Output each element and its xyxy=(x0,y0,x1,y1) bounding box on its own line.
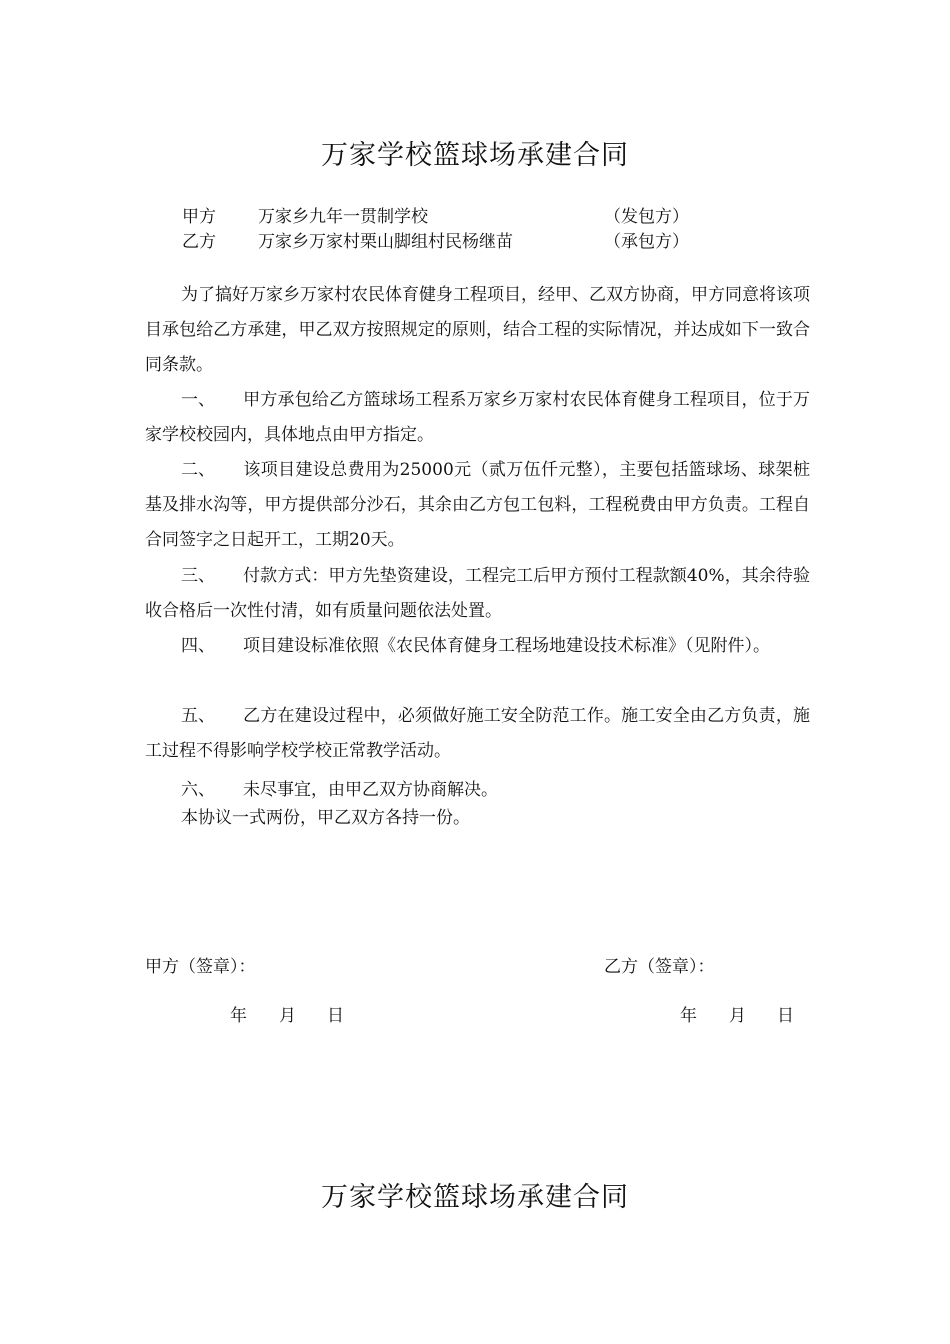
party-a-role: （发包方） xyxy=(604,207,689,227)
document-title: 万家学校篮球场承建合同 xyxy=(321,140,629,171)
party-b-name: 万家乡万家村栗山脚组村民杨继苗 xyxy=(258,232,513,252)
party-a-date xyxy=(230,1001,344,1026)
clause-1-number: 一、 xyxy=(181,390,215,410)
party-b-date-day: 日 xyxy=(777,1006,794,1026)
party-b-label: 乙方 xyxy=(182,232,216,252)
party-a-name: 万家乡九年一贯制学校 xyxy=(258,207,428,227)
document-title-page-2: 万家学校篮球场承建合同 xyxy=(321,1182,629,1213)
party-b-date xyxy=(680,1001,794,1026)
copies-statement: 本协议一式两份，甲乙双方各持一份。 xyxy=(181,808,470,828)
party-b-date-year: 年 xyxy=(680,1006,697,1026)
clause-4-text: 项目建设标准依照《农民体育健身工程场地建设技术标准》（见附件）。 xyxy=(243,636,770,656)
clause-3 xyxy=(145,559,810,629)
party-a-date-year: 年 xyxy=(230,1006,247,1026)
clause-2-number: 二、 xyxy=(181,460,215,480)
clause-6 xyxy=(181,775,498,800)
party-b-role: （承包方） xyxy=(604,232,689,252)
clause-1 xyxy=(145,383,810,453)
party-a-date-month: 月 xyxy=(279,1006,296,1026)
clause-6-text: 未尽事宜，由甲乙双方协商解决。 xyxy=(243,780,498,800)
clause-3-text: 付款方式：甲方先垫资建设，工程完工后甲方预付工程款额40%，其余待验收合格后一次性付清，如有质量问题依法处置。 xyxy=(145,566,810,621)
clause-3-number: 三、 xyxy=(181,566,215,586)
party-a-signature-label: 甲方（签章）： xyxy=(145,957,256,977)
party-a-date-day: 日 xyxy=(327,1006,344,1026)
clause-1-text: 甲方承包给乙方篮球场工程系万家乡万家村农民体育健身工程项目，位于万家学校校园内，具体地点由甲方指定。 xyxy=(145,390,810,445)
clause-4-number: 四、 xyxy=(181,636,215,656)
party-a-label: 甲方 xyxy=(182,207,216,227)
clause-5-number: 五、 xyxy=(181,706,215,726)
clause-5-text: 乙方在建设过程中，必须做好施工安全防范工作。施工安全由乙方负责，施工过程不得影响学校学校正常教学活动。 xyxy=(145,706,810,761)
party-b-date-month: 月 xyxy=(729,1006,746,1026)
clause-2-text: 该项目建设总费用为25000元（贰万伍仟元整），主要包括篮球场、球架桩基及排水沟等，甲方提供部分沙石，其余由乙方包工包料，工程税费由甲方负责。工程自合同签字之日起开工，工期20天。 xyxy=(145,460,810,550)
clause-2 xyxy=(145,453,810,558)
clause-4 xyxy=(145,629,810,664)
clause-6-number: 六、 xyxy=(181,780,215,800)
clause-5 xyxy=(145,699,810,769)
intro-paragraph: 为了搞好万家乡万家村农民体育健身工程项目，经甲、乙双方协商，甲方同意将该项目承包给乙方承建，甲乙双方按照规定的原则，结合工程的实际情况，并达成如下一致合同条款。 xyxy=(145,285,810,375)
party-b-signature-label: 乙方（签章）： xyxy=(604,957,715,977)
